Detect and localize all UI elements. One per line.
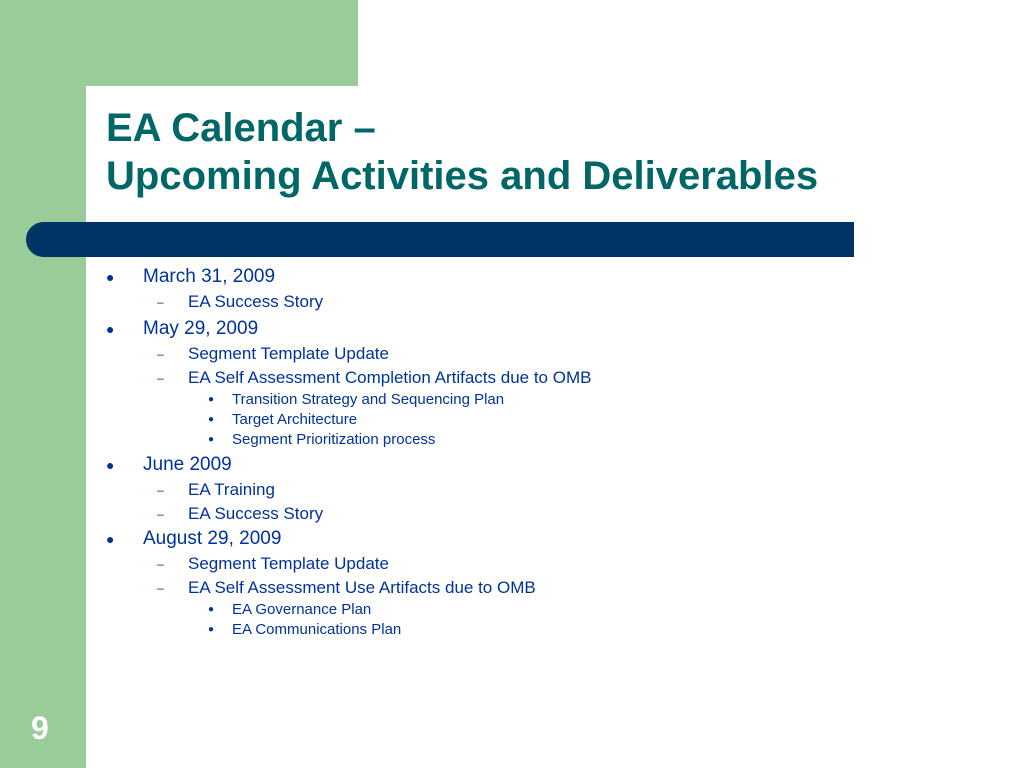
list-item-level3: ● Target Architecture [208, 411, 358, 428]
list-item-level2: – EA Success Story [106, 502, 986, 526]
list-item-level2: – EA Success Story [106, 290, 986, 314]
dash-icon: – [157, 295, 164, 309]
page-number: 9 [31, 710, 49, 746]
list-item-level3: ● EA Communications Plan [208, 621, 402, 638]
small-bullet-icon: ● [208, 624, 215, 635]
list-item-level3: ● Segment Prioritization process [208, 431, 436, 448]
list-item-level1: ● May 29, 2009 [106, 316, 986, 342]
bullet-icon: ● [106, 531, 115, 547]
slide-title-line-2: Upcoming Activities and Deliverables [106, 154, 819, 198]
dash-icon: – [157, 581, 164, 595]
small-bullet-icon: ● [208, 394, 215, 405]
list-item-level1: ● June 2009 [106, 452, 986, 478]
dash-icon: – [157, 347, 164, 361]
list-item-level1: ● August 29, 2009 [106, 526, 986, 552]
slide-title-line-1: EA Calendar – [106, 106, 376, 150]
list-item-level2: – EA Self Assessment Use Artifacts due to OMB [106, 576, 986, 600]
bullet-icon: ● [106, 457, 115, 473]
bullet-icon: ● [106, 321, 115, 337]
list-item-level2: – Segment Template Update [106, 342, 986, 366]
dash-icon: – [157, 557, 164, 571]
list-item-level3: ● Transition Strategy and Sequencing Plan [208, 391, 505, 408]
list-item-level1: ● March 31, 2009 [106, 264, 986, 290]
small-bullet-icon: ● [208, 604, 215, 615]
small-bullet-icon: ● [208, 414, 215, 425]
list-item-level2: – EA Training [106, 478, 986, 502]
list-item-level2: – EA Self Assessment Completion Artifacts due to OMB [106, 366, 986, 390]
dash-icon: – [157, 371, 164, 385]
small-bullet-icon: ● [208, 434, 215, 445]
list-item-level2: – Segment Template Update [106, 552, 986, 576]
frame-left-band [0, 0, 86, 768]
bullet-icon: ● [106, 269, 115, 285]
bullet-list [106, 264, 986, 640]
title-divider-bar [26, 222, 854, 257]
dash-icon: – [157, 507, 164, 521]
slide-title [106, 104, 818, 200]
dash-icon: – [157, 483, 164, 497]
list-item-level3: ● EA Governance Plan [208, 601, 372, 618]
